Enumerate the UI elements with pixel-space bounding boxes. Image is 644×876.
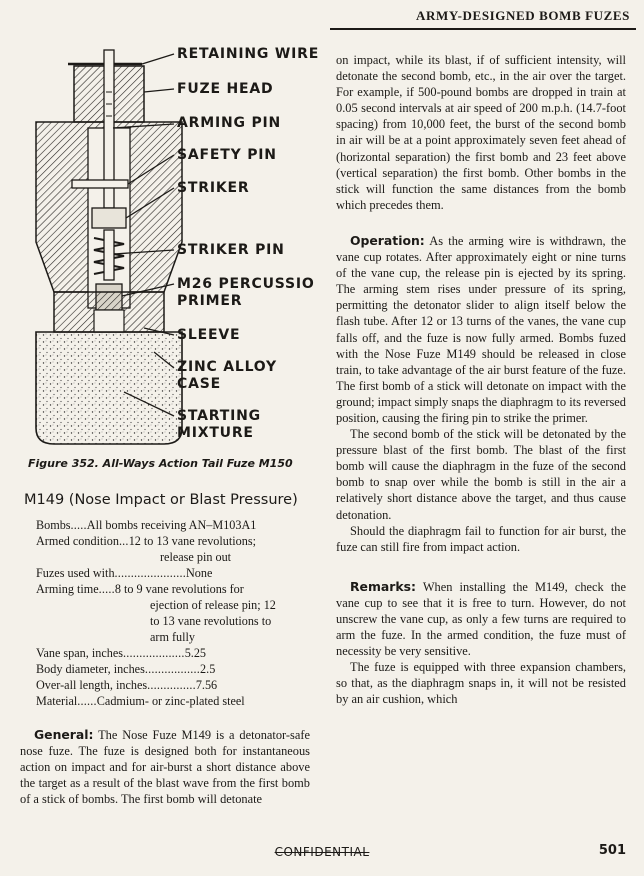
label-fuze-head: FUZE HEAD: [177, 81, 274, 97]
operation-paragraph: Operation: As the arming wire is withdrawn, the vane cup rotates. After approximately eight or nine turns of the vane cup, the release pin is ejected by its spring. The arming stem rises under pressure of its spring, permitting the detonator slider to align itself below the flash tube. After 12 or 13 turns of the vanes, the vane cup falls off, and the fuze is now fully armed. Bombs fuzed with the Nose Fuze M149 should be released in close train, to take advantage of the air burst feature of the fuze. The first bomb of a stick will detonate on impact with the ground; impact simply snaps the diaphragm to its reversed position, causing the firing pin to strike the primer.: [336, 232, 626, 425]
fuze-diagram: [14, 32, 320, 452]
zinc-alloy-case-shape: [36, 332, 182, 444]
spec-row-body-diameter: Body diameter, inches.................2.5: [36, 662, 216, 676]
spec-row-arming-time: Arming time.....8 to 9 vane revolutions for: [36, 582, 244, 596]
running-header: ARMY-DESIGNED BOMB FUZES: [415, 8, 630, 23]
striker-shape: [92, 208, 126, 228]
label-retaining-wire: RETAINING WIRE: [177, 46, 320, 62]
spec-row-material: Material......Cadmium- or zinc-plated steel: [36, 694, 245, 708]
spec-row-overall-length: Over-all length, inches...............7.56: [36, 678, 218, 692]
spec-row-arming-time-cont2: to 13 vane revolutions to: [150, 614, 272, 628]
paragraph-intro-continued: on impact, while its blast, if of sufficient intensity, will detonate the second bomb, etc., in the air over the target. For example, if 500-pound bombs are dropped in train at 0.05 second intervals at air speed of 200 m.p.h. (14.7-foot spacing) from 10,000 feet, the burst of the second bomb in air will be at a point approximately seven feet ahead of (horizontal separation) the first bomb and 23 feet above (vertical separation) the first bomb. Other bombs in the stick will function the same distances from the bomb which precedes them.: [336, 53, 626, 212]
label-m26-primer: M26 PERCUSSIO PRIMER: [177, 276, 315, 309]
spec-row-armed-condition: Armed condition...12 to 13 vane revolutions;: [36, 534, 256, 548]
safety-pin-shape: [72, 180, 128, 188]
label-striker-pin: STRIKER PIN: [177, 242, 285, 258]
striker-pin-shape: [104, 230, 114, 280]
paragraph-diaphragm-fail: Should the diaphragm fail to function for air burst, the fuze can still fire from impact action.: [336, 523, 626, 554]
label-safety-pin: SAFETY PIN: [177, 147, 277, 163]
spec-row-vane-span: Vane span, inches...................5.25: [36, 646, 207, 660]
general-paragraph: General: The Nose Fuze M149 is a detonator-safe nose fuze. The fuze is designed both for instantaneous action on impact and for air-burst a short distance above the target as a result of the blast wave from the first bomb of a stick of bombs. The first bomb will detonate: [20, 727, 310, 807]
paragraph-second-bomb: The second bomb of the stick will be detonated by the pressure blast of the first bomb. The blast of the first bomb will cause the diaphragm in the fuze of the second bomb to snap over while the bomb is still in the air a relatively short distance above the target, and thus cause detonation.: [336, 427, 626, 522]
spec-row-fuzes-used-with: Fuzes used with......................None: [36, 566, 213, 580]
header-rule: [330, 28, 636, 30]
remarks-paragraph: Remarks: When installing the M149, check the vane cup to see that it is free to turn. However, do not unscrew the vane cup, as only a few turns are required to arm the fuze. In the armed condition, the fuze must of necessity be very sensitive.: [336, 578, 627, 659]
spec-row-arming-time-cont: ejection of release pin; 12: [150, 598, 276, 612]
label-zinc-alloy-case: ZINC ALLOY CASE: [177, 359, 277, 392]
spec-row-bombs: Bombs.....All bombs receiving AN–M103A1: [36, 518, 257, 532]
label-striker: STRIKER: [177, 180, 250, 196]
figure-caption: Figure 352. All-Ways Action Tail Fuze M150: [28, 457, 293, 470]
label-arming-pin: ARMING PIN: [177, 115, 282, 131]
section-title: M149 (Nose Impact or Blast Pressure): [24, 492, 298, 508]
paragraph-expansion-chambers: The fuze is equipped with three expansion chambers, so that, as the diaphragm snaps in, it will not be resisted by an air cushion, which: [336, 660, 626, 707]
label-sleeve: SLEEVE: [177, 327, 241, 343]
spec-row-armed-condition-cont: release pin out: [160, 550, 232, 564]
label-starting-mixture: STARTING MIXTURE: [177, 408, 261, 441]
right-column: [336, 52, 626, 708]
classification-marking: CONFIDENTIAL: [274, 845, 370, 859]
spec-row-arming-time-cont3: arm fully: [150, 630, 196, 644]
page-number: 501: [598, 843, 626, 858]
